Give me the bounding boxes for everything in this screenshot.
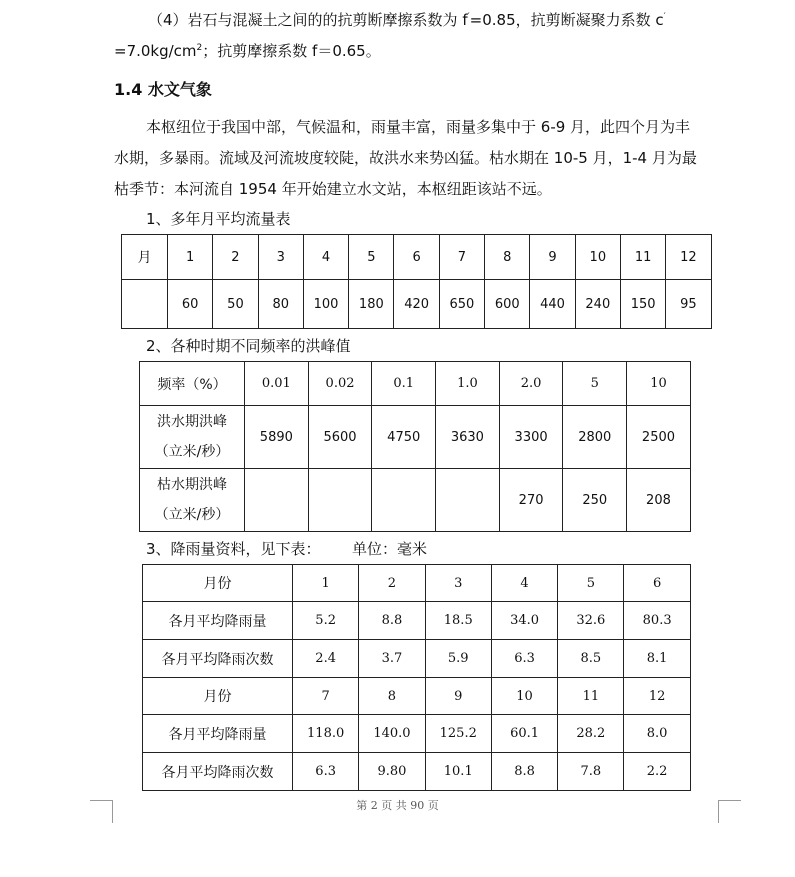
paragraph-line-3: 枯季节：本河流自 1954 年开始建立水文站，本枢纽距该站不远。 [114,180,552,198]
table-cell: 600 [485,280,530,329]
table-cell: 0.02 [308,362,372,406]
table-cell: 3300 [499,406,563,469]
table-cell: 9 [425,678,491,715]
table-row [143,640,691,678]
table-cell: 250 [563,469,627,532]
flood-peak-table [139,361,691,532]
table-cell: 7.8 [558,753,624,791]
table-cell: 60 [168,280,213,329]
table-cell: 95 [666,280,711,329]
table-cell: 10 [575,235,620,280]
table-cell: 4 [491,565,557,602]
table-cell: 18.5 [425,602,491,640]
table-row [143,715,691,753]
table-cell: 月份 [143,678,293,715]
table-cell: 10 [627,362,691,406]
paragraph-line-1: 本枢纽位于我国中部，气候温和，雨量丰富，雨量多集中于 6-9 月，此四个月为丰 [146,118,691,136]
table-cell: 8.1 [624,640,690,678]
table-cell: 34.0 [491,602,557,640]
table-cell: 5600 [308,406,372,469]
table-cell: 2500 [627,406,691,469]
table-cell: 6.3 [491,640,557,678]
section-heading: 1.4 水文气象 [114,80,212,99]
table-cell: 5 [563,362,627,406]
table-cell: 118.0 [293,715,359,753]
page-footer: 第 2 页 共 90 页 [356,799,439,812]
table-cell: 4 [303,235,348,280]
table-row [143,565,691,602]
intro-line-1: （4）岩石与混凝土之间的的抗剪断摩擦系数为 f′=0.85，抗剪断凝聚力系数 c′ [148,11,666,29]
table-cell: 80.3 [624,602,690,640]
table-cell: 5 [558,565,624,602]
row-label-line: （立米/秒） [154,444,230,460]
table-cell: 420 [394,280,439,329]
table-cell: 9.80 [359,753,425,791]
table-cell [140,469,245,532]
table-cell: 2.0 [499,362,563,406]
table-cell [436,469,500,532]
table-cell: 100 [303,280,348,329]
table-cell: 月 [122,235,168,280]
paragraph-line-2: 水期，多暴雨。流域及河流坡度较陡，故洪水来势凶猛。枯水期在 10-5 月，1-4 月为最 [114,149,697,167]
table-cell [122,280,168,329]
table-cell: 8 [485,235,530,280]
table-cell: 2.4 [293,640,359,678]
table3-caption: 3、降雨量资料，见下表： [146,540,321,558]
row-label-line: 枯水期洪峰 [157,477,227,493]
row-label-line: （立米/秒） [154,507,230,523]
table-cell: 各月平均降雨次数 [143,640,293,678]
table-row [143,753,691,791]
table-cell: 月份 [143,565,293,602]
table-row [143,602,691,640]
table-cell: 180 [349,280,394,329]
table-cell: 3630 [436,406,500,469]
table-cell: 6 [624,565,690,602]
table-cell: 3 [258,235,303,280]
table-cell: 8.0 [624,715,690,753]
table-cell: 50 [213,280,258,329]
rainfall-table [142,564,691,791]
table-cell [140,406,245,469]
table-cell: 11 [558,678,624,715]
table-cell: 6 [394,235,439,280]
table-cell: 7 [439,235,484,280]
table-cell: 1.0 [436,362,500,406]
table-cell: 60.1 [491,715,557,753]
table-cell: 12 [666,235,711,280]
table-cell: 8 [359,678,425,715]
table-cell: 7 [293,678,359,715]
table-cell: 9 [530,235,575,280]
table-cell: 10 [491,678,557,715]
table-cell: 各月平均降雨次数 [143,753,293,791]
table-cell: 8.5 [558,640,624,678]
table-cell [372,469,436,532]
table-cell: 150 [620,280,665,329]
intro-line-2: $=7.0kg/cm^2$；抗剪摩擦系数 f＝0.65。 [114,42,381,60]
table-cell [245,469,309,532]
monthly-flow-table [121,234,712,329]
table-cell: 12 [624,678,690,715]
table-cell: 270 [499,469,563,532]
table-cell: 8.8 [359,602,425,640]
table-cell: 6.3 [293,753,359,791]
table-cell: 2 [359,565,425,602]
table-row [140,362,691,406]
table-row [143,678,691,715]
table-cell: 140.0 [359,715,425,753]
table-cell: 4750 [372,406,436,469]
table-cell: 各月平均降雨量 [143,715,293,753]
table-cell: 3.7 [359,640,425,678]
table2-caption: 2、各种时期不同频率的洪峰值 [146,337,351,355]
table-cell: 80 [258,280,303,329]
row-label-line: 洪水期洪峰 [157,414,227,430]
table-cell: 32.6 [558,602,624,640]
table-cell: 11 [620,235,665,280]
table-cell: 240 [575,280,620,329]
table-cell: 1 [168,235,213,280]
table-row [122,280,712,329]
table-cell: 1 [293,565,359,602]
table-cell: 2800 [563,406,627,469]
table-cell: 28.2 [558,715,624,753]
table-row [122,235,712,280]
table-row [140,469,691,532]
table-cell: 2 [213,235,258,280]
table-cell: 0.1 [372,362,436,406]
table-cell: 650 [439,280,484,329]
table-cell: 5 [349,235,394,280]
table-cell: 0.01 [245,362,309,406]
table-cell: 10.1 [425,753,491,791]
table-cell: 5890 [245,406,309,469]
table-cell: 125.2 [425,715,491,753]
table-cell: 5.9 [425,640,491,678]
table-cell: 3 [425,565,491,602]
table-cell [308,469,372,532]
table-cell: 各月平均降雨量 [143,602,293,640]
table-cell: 2.2 [624,753,690,791]
table-cell: 5.2 [293,602,359,640]
table-cell: 频率（%） [140,362,245,406]
table-cell: 440 [530,280,575,329]
table-row [140,406,691,469]
table-cell: 8.8 [491,753,557,791]
table-cell: 208 [627,469,691,532]
table3-unit: 单位：毫米 [352,540,428,558]
table1-caption: 1、多年月平均流量表 [146,210,291,228]
